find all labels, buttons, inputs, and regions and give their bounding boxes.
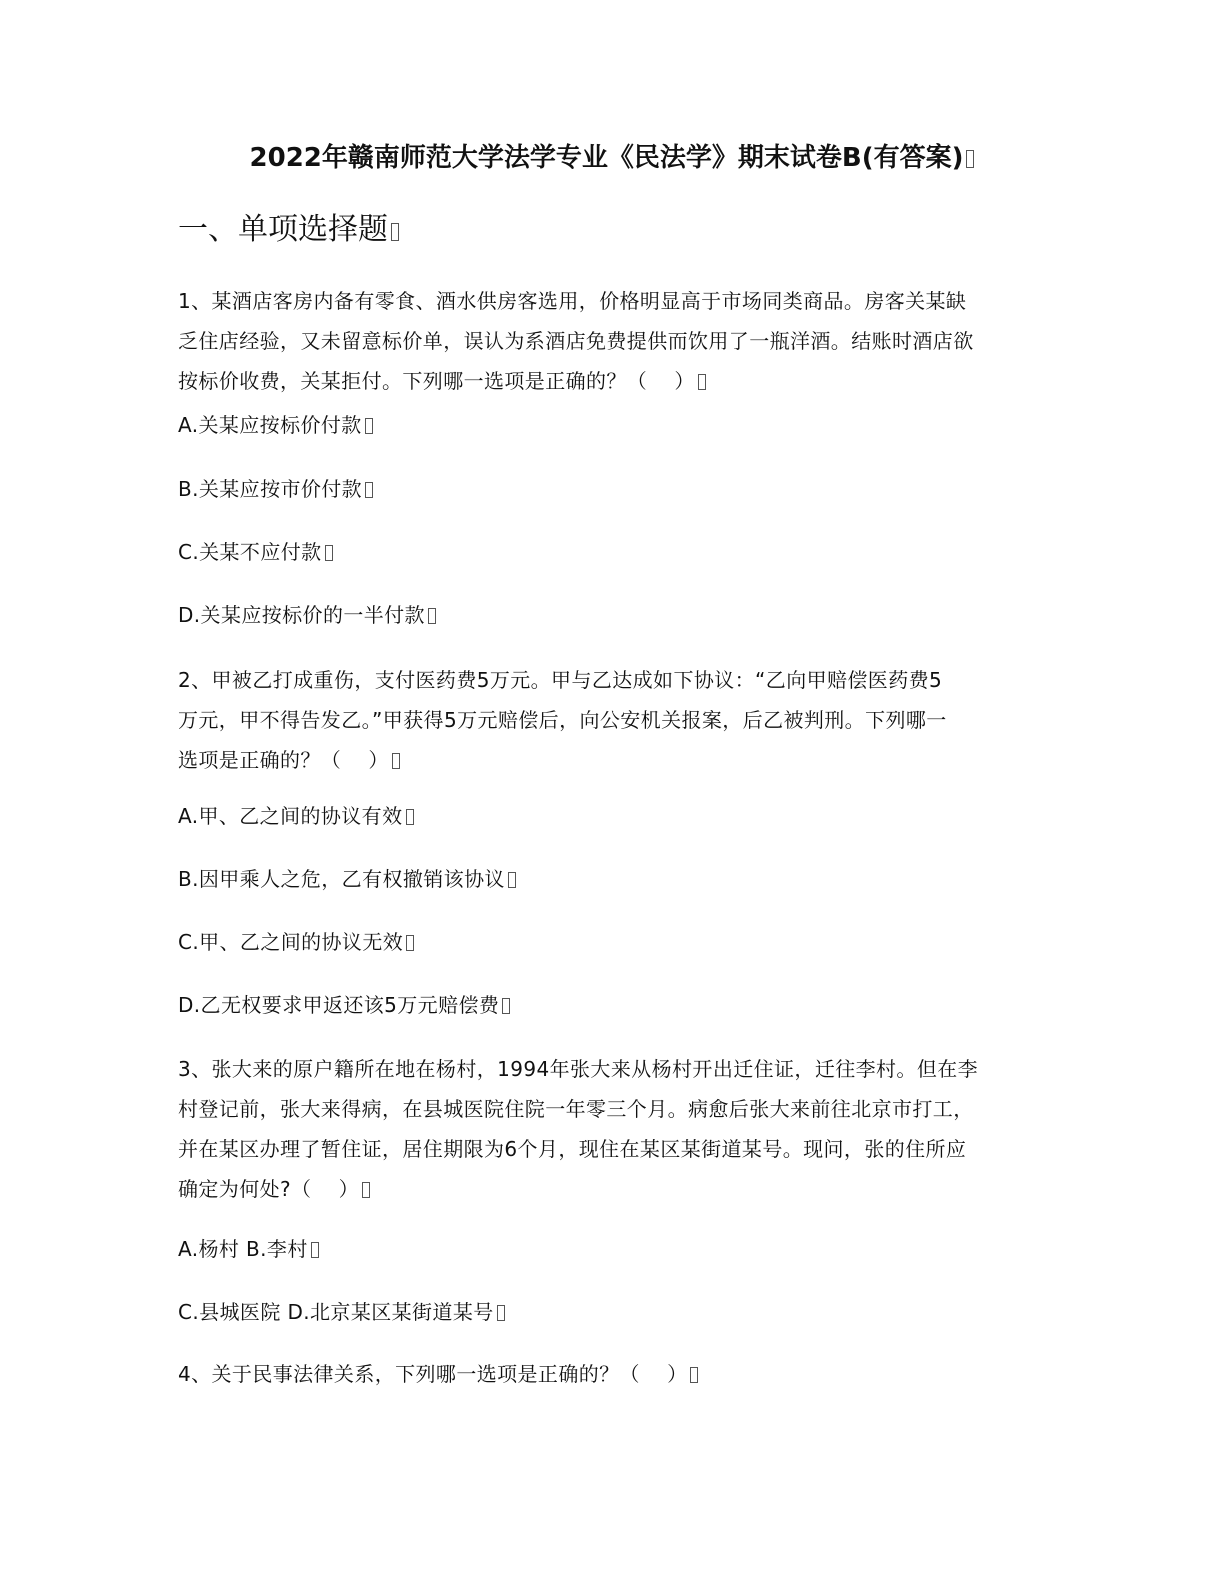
question-1-option-b (178, 470, 1048, 508)
question-3-line-2: 村登记前，张大来得病，在县城医院住院一年零三个月。病愈后张大来前往北京市打工， (178, 1097, 974, 1121)
question-4 (178, 1355, 1048, 1393)
option-text: D.关某应按标价的一半付款 (178, 603, 425, 627)
question-2-option-b (178, 860, 1048, 898)
section-heading-text: 一、单项选择题 (178, 212, 388, 247)
question-4-line-1: 4、关于民事法律关系，下列哪一选项是正确的？（ ） (178, 1362, 688, 1386)
paragraph-mark-icon (502, 998, 510, 1014)
paragraph-mark-icon (406, 935, 414, 951)
option-text: C.县城医院 D.北京某区某街道某号 (178, 1300, 494, 1324)
question-1-option-d (178, 596, 1048, 634)
paragraph-mark-icon (698, 374, 706, 390)
question-3-line-4-text: 确定为何处?（ ） (178, 1177, 359, 1201)
question-2-option-d (178, 986, 1048, 1024)
question-2-line-3 (178, 739, 1048, 781)
paragraph-mark-icon (690, 1367, 698, 1383)
question-3-line-3: 并在某区办理了暂住证，居住期限为6个月，现住在某区某街道某号。现问，张的住所应 (178, 1137, 967, 1161)
paragraph-mark-icon (497, 1305, 505, 1321)
paragraph-mark-icon (362, 1182, 370, 1198)
paragraph-mark-icon (325, 545, 333, 561)
question-2-line-3-text: 选项是正确的？（ ） (178, 748, 389, 772)
question-2 (178, 659, 1048, 781)
paragraph-mark-icon (391, 223, 399, 241)
question-3-option-ab (178, 1230, 1048, 1268)
paragraph-mark-icon (365, 482, 373, 498)
option-text: B.关某应按市价付款 (178, 477, 363, 501)
paragraph-mark-icon (428, 608, 436, 624)
paragraph-mark-icon (508, 872, 516, 888)
question-1-line-3-text: 按标价收费，关某拒付。下列哪一选项是正确的？（ ） (178, 369, 695, 393)
paragraph-mark-icon (311, 1242, 319, 1258)
question-3-line-1: 3、张大来的原户籍所在地在杨村，1994年张大来从杨村开出迁住证，迁往李村。但在李 (178, 1057, 979, 1081)
option-text: A.杨村 B.李村 (178, 1237, 308, 1261)
paragraph-mark-icon (392, 753, 400, 769)
question-3-option-cd (178, 1293, 1048, 1331)
question-1-option-a (178, 406, 1048, 444)
option-text: D.乙无权要求甲返还该5万元赔偿费 (178, 993, 500, 1017)
option-text: A.关某应按标价付款 (178, 413, 362, 437)
option-text: C.甲、乙之间的协议无效 (178, 930, 404, 954)
paragraph-mark-icon (966, 150, 974, 168)
question-2-line-2: 万元，甲不得告发乙。”甲获得5万元赔偿后，向公安机关报案，后乙被判刑。下列哪一 (178, 708, 947, 732)
paragraph-mark-icon (365, 418, 373, 434)
option-text: C.关某不应付款 (178, 540, 322, 564)
question-1-line-3 (178, 360, 1048, 402)
question-2-line-1: 2、甲被乙打成重伤，支付医药费5万元。甲与乙达成如下协议：“乙向甲赔偿医药费5 (178, 668, 943, 692)
question-3 (178, 1048, 1048, 1208)
option-text: B.因甲乘人之危，乙有权撤销该协议 (178, 867, 505, 891)
question-1-option-c (178, 533, 1048, 571)
question-1-line-2: 乏住店经验，又未留意标价单，误认为系酒店免费提供而饮用了一瓶洋酒。结账时酒店欲 (178, 329, 974, 353)
paragraph-mark-icon (406, 809, 414, 825)
question-1 (178, 280, 1048, 402)
question-2-option-c (178, 923, 1048, 961)
question-2-option-a (178, 797, 1048, 835)
question-1-line-1: 1、某酒店客房内备有零食、酒水供房客选用，价格明显高于市场同类商品。房客关某缺 (178, 289, 967, 313)
option-text: A.甲、乙之间的协议有效 (178, 804, 403, 828)
question-3-line-4 (178, 1170, 1048, 1208)
document-title-text: 2022年赣南师范大学法学专业《民法学》期末试卷B(有答案) (249, 143, 964, 173)
section-heading (178, 207, 399, 253)
document-title (150, 138, 1074, 178)
